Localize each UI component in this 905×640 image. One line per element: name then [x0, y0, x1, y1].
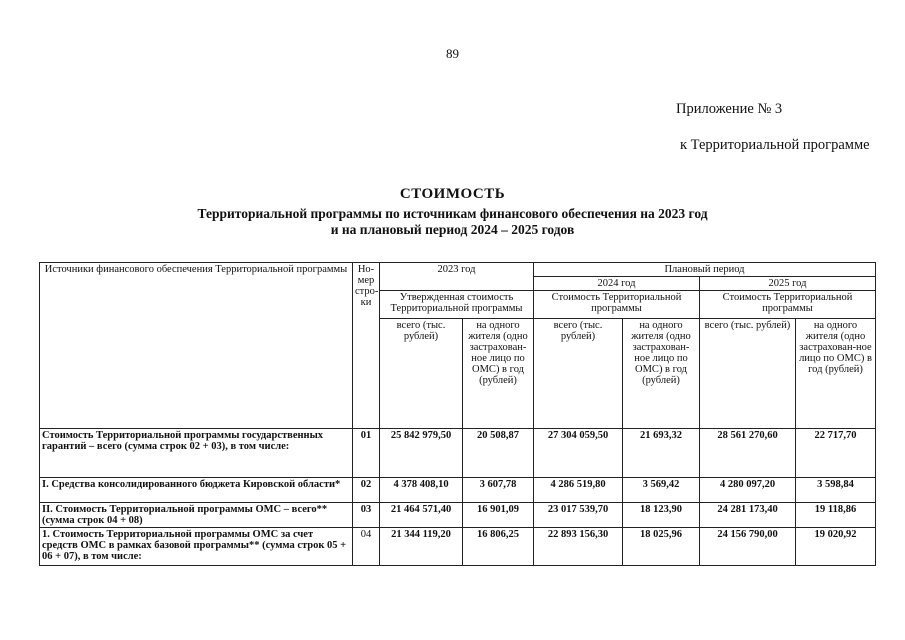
document-title: СТОИМОСТЬ — [399, 186, 506, 202]
header-cost-2025: Стоимость Территориальной программы — [700, 291, 876, 319]
header-source: Источники финансового обеспечения Территориальной программы — [40, 263, 353, 429]
cell-2024-total: 22 893 156,30 — [534, 528, 623, 566]
table-row — [40, 503, 876, 528]
table-row — [40, 478, 876, 503]
header-2024-per-capita: на одного жителя (одно застрахован-ное лицо по ОМС) в год (рублей) — [623, 319, 700, 429]
appendix-subtitle: к Территориальной программе — [680, 137, 870, 153]
row-code: 01 — [353, 429, 380, 478]
cell-2023-per-capita: 20 508,87 — [463, 429, 534, 478]
header-2024-total: всего (тыс. рублей) — [534, 319, 623, 429]
header-2023-per-capita: на одного жителя (одно застрахован-ное лицо по ОМС) в год (рублей) — [463, 319, 534, 429]
cell-2024-per-capita: 3 569,42 — [623, 478, 700, 503]
document-subtitle-line-1: Территориальной программы по источникам финансового обеспечения на 2023 год — [197, 206, 708, 221]
row-code: 02 — [353, 478, 380, 503]
header-2023-total: всего (тыс. рублей) — [380, 319, 463, 429]
header-approved-cost: Утвержденная стоимость Территориальной программы — [380, 291, 534, 319]
cell-2025-per-capita: 3 598,84 — [796, 478, 876, 503]
cell-2024-total: 4 286 519,80 — [534, 478, 623, 503]
header-2025-total: всего (тыс. рублей) — [700, 319, 796, 429]
cell-2024-total: 23 017 539,70 — [534, 503, 623, 528]
header-row-number: Но-мер стро-ки — [353, 263, 380, 429]
header-year-2024: 2024 год — [534, 277, 700, 291]
row-label: 1. Стоимость Территориальной программы ОМС за счет средств ОМС в рамках базовой программы** (сумма строк 05 + 06 + 07), в том числе: — [40, 528, 353, 566]
cell-2023-per-capita: 16 806,25 — [463, 528, 534, 566]
row-code: 04 — [353, 528, 380, 566]
header-year-2025: 2025 год — [700, 277, 876, 291]
cell-2025-per-capita: 22 717,70 — [796, 429, 876, 478]
cell-2023-total: 21 464 571,40 — [380, 503, 463, 528]
header-year-2023: 2023 год — [380, 263, 534, 291]
row-label: Стоимость Территориальной программы государственных гарантий – всего (сумма строк 02 + 03), в том числе: — [40, 429, 353, 478]
header-planned-period: Плановый период — [534, 263, 876, 277]
cell-2024-total: 27 304 059,50 — [534, 429, 623, 478]
cell-2025-per-capita: 19 020,92 — [796, 528, 876, 566]
cell-2025-total: 28 561 270,60 — [700, 429, 796, 478]
cell-2023-total: 4 378 408,10 — [380, 478, 463, 503]
cell-2024-per-capita: 21 693,32 — [623, 429, 700, 478]
cell-2023-total: 25 842 979,50 — [380, 429, 463, 478]
row-code: 03 — [353, 503, 380, 528]
cell-2024-per-capita: 18 025,96 — [623, 528, 700, 566]
cell-2024-per-capita: 18 123,90 — [623, 503, 700, 528]
document-subtitle — [0, 206, 905, 238]
row-label: II. Стоимость Территориальной программы ОМС – всего** (сумма строк 04 + 08) — [40, 503, 353, 528]
table-row — [40, 528, 876, 566]
cell-2023-total: 21 344 119,20 — [380, 528, 463, 566]
header-cost-2024: Стоимость Территориальной программы — [534, 291, 700, 319]
financial-sources-table — [39, 262, 876, 566]
appendix-title: Приложение № 3 — [676, 101, 783, 117]
cell-2023-per-capita: 3 607,78 — [463, 478, 534, 503]
document-subtitle-line-2: и на плановый период 2024 – 2025 годов — [330, 222, 575, 237]
table-row — [40, 429, 876, 478]
row-label: I. Средства консолидированного бюджета Кировской области* — [40, 478, 353, 503]
cell-2023-per-capita: 16 901,09 — [463, 503, 534, 528]
cell-2025-per-capita: 19 118,86 — [796, 503, 876, 528]
cell-2025-total: 24 281 173,40 — [700, 503, 796, 528]
cell-2025-total: 4 280 097,20 — [700, 478, 796, 503]
header-2025-per-capita: на одного жителя (одно застрахован-ное лицо по ОМС) в год (рублей) — [796, 319, 876, 429]
page-number: 89 — [446, 46, 459, 61]
cell-2025-total: 24 156 790,00 — [700, 528, 796, 566]
